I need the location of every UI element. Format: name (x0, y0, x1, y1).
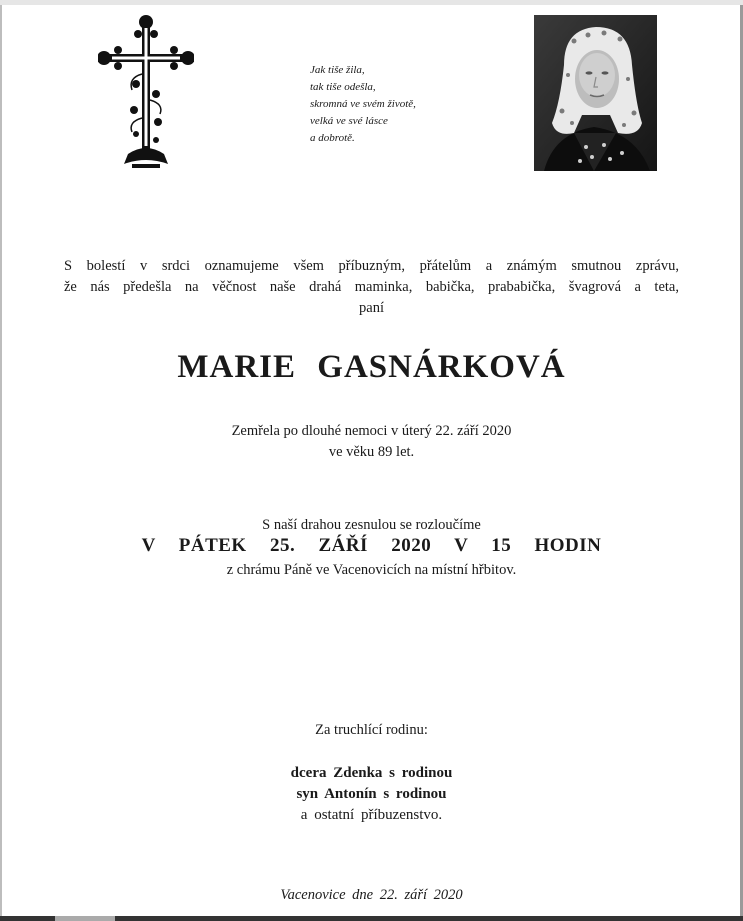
death-line: Zemřela po dlouhé nemoci v úterý 22. září 2020 (231, 423, 512, 439)
intro-line: S bolestí v srdci oznamujeme všem příbuzným, přátelům a známým smutnou zprávu, (64, 258, 679, 274)
announcement-intro (0, 256, 743, 319)
portrait-photo (534, 15, 657, 171)
poem-line: velká ve své lásce (310, 115, 388, 127)
poem-line: tak tiše odešla, (310, 81, 376, 93)
mourners-list (0, 763, 743, 826)
ornamental-cross-icon (98, 14, 194, 170)
intro-line: že nás předešla na věčnost naše drahá maminka, babička, prababička, švagrová a teta, (64, 279, 679, 295)
mourner-item: syn Antonín s rodinou (296, 786, 447, 802)
bottom-border (0, 916, 743, 921)
mourners-heading: Za truchlící rodinu: (315, 722, 428, 738)
poem-line: a dobrotě. (310, 132, 355, 144)
funeral-place: z chrámu Páně ve Vacenovicích na místní hřbitov. (226, 562, 517, 578)
poem-line: skromná ve svém životě, (310, 98, 416, 110)
intro-line: paní (359, 300, 384, 316)
death-info (0, 421, 743, 463)
poem-line: Jak tiše žila, (310, 64, 365, 76)
age-line: ve věku 89 let. (328, 444, 415, 460)
mourner-item: dcera Zdenka s rodinou (290, 765, 453, 781)
funeral-datetime: V PÁTEK 25. ZÁŘÍ 2020 V 15 HODIN (141, 535, 602, 556)
deceased-name: MARIE GASNÁRKOVÁ (177, 349, 566, 385)
poem (310, 62, 416, 147)
mourner-item: a ostatní příbuzenstvo. (300, 807, 443, 823)
place-date-footer: Vacenovice dne 22. září 2020 (280, 887, 463, 903)
farewell-intro: S naší drahou zesnulou se rozloučíme (262, 517, 481, 533)
top-border (0, 0, 743, 5)
